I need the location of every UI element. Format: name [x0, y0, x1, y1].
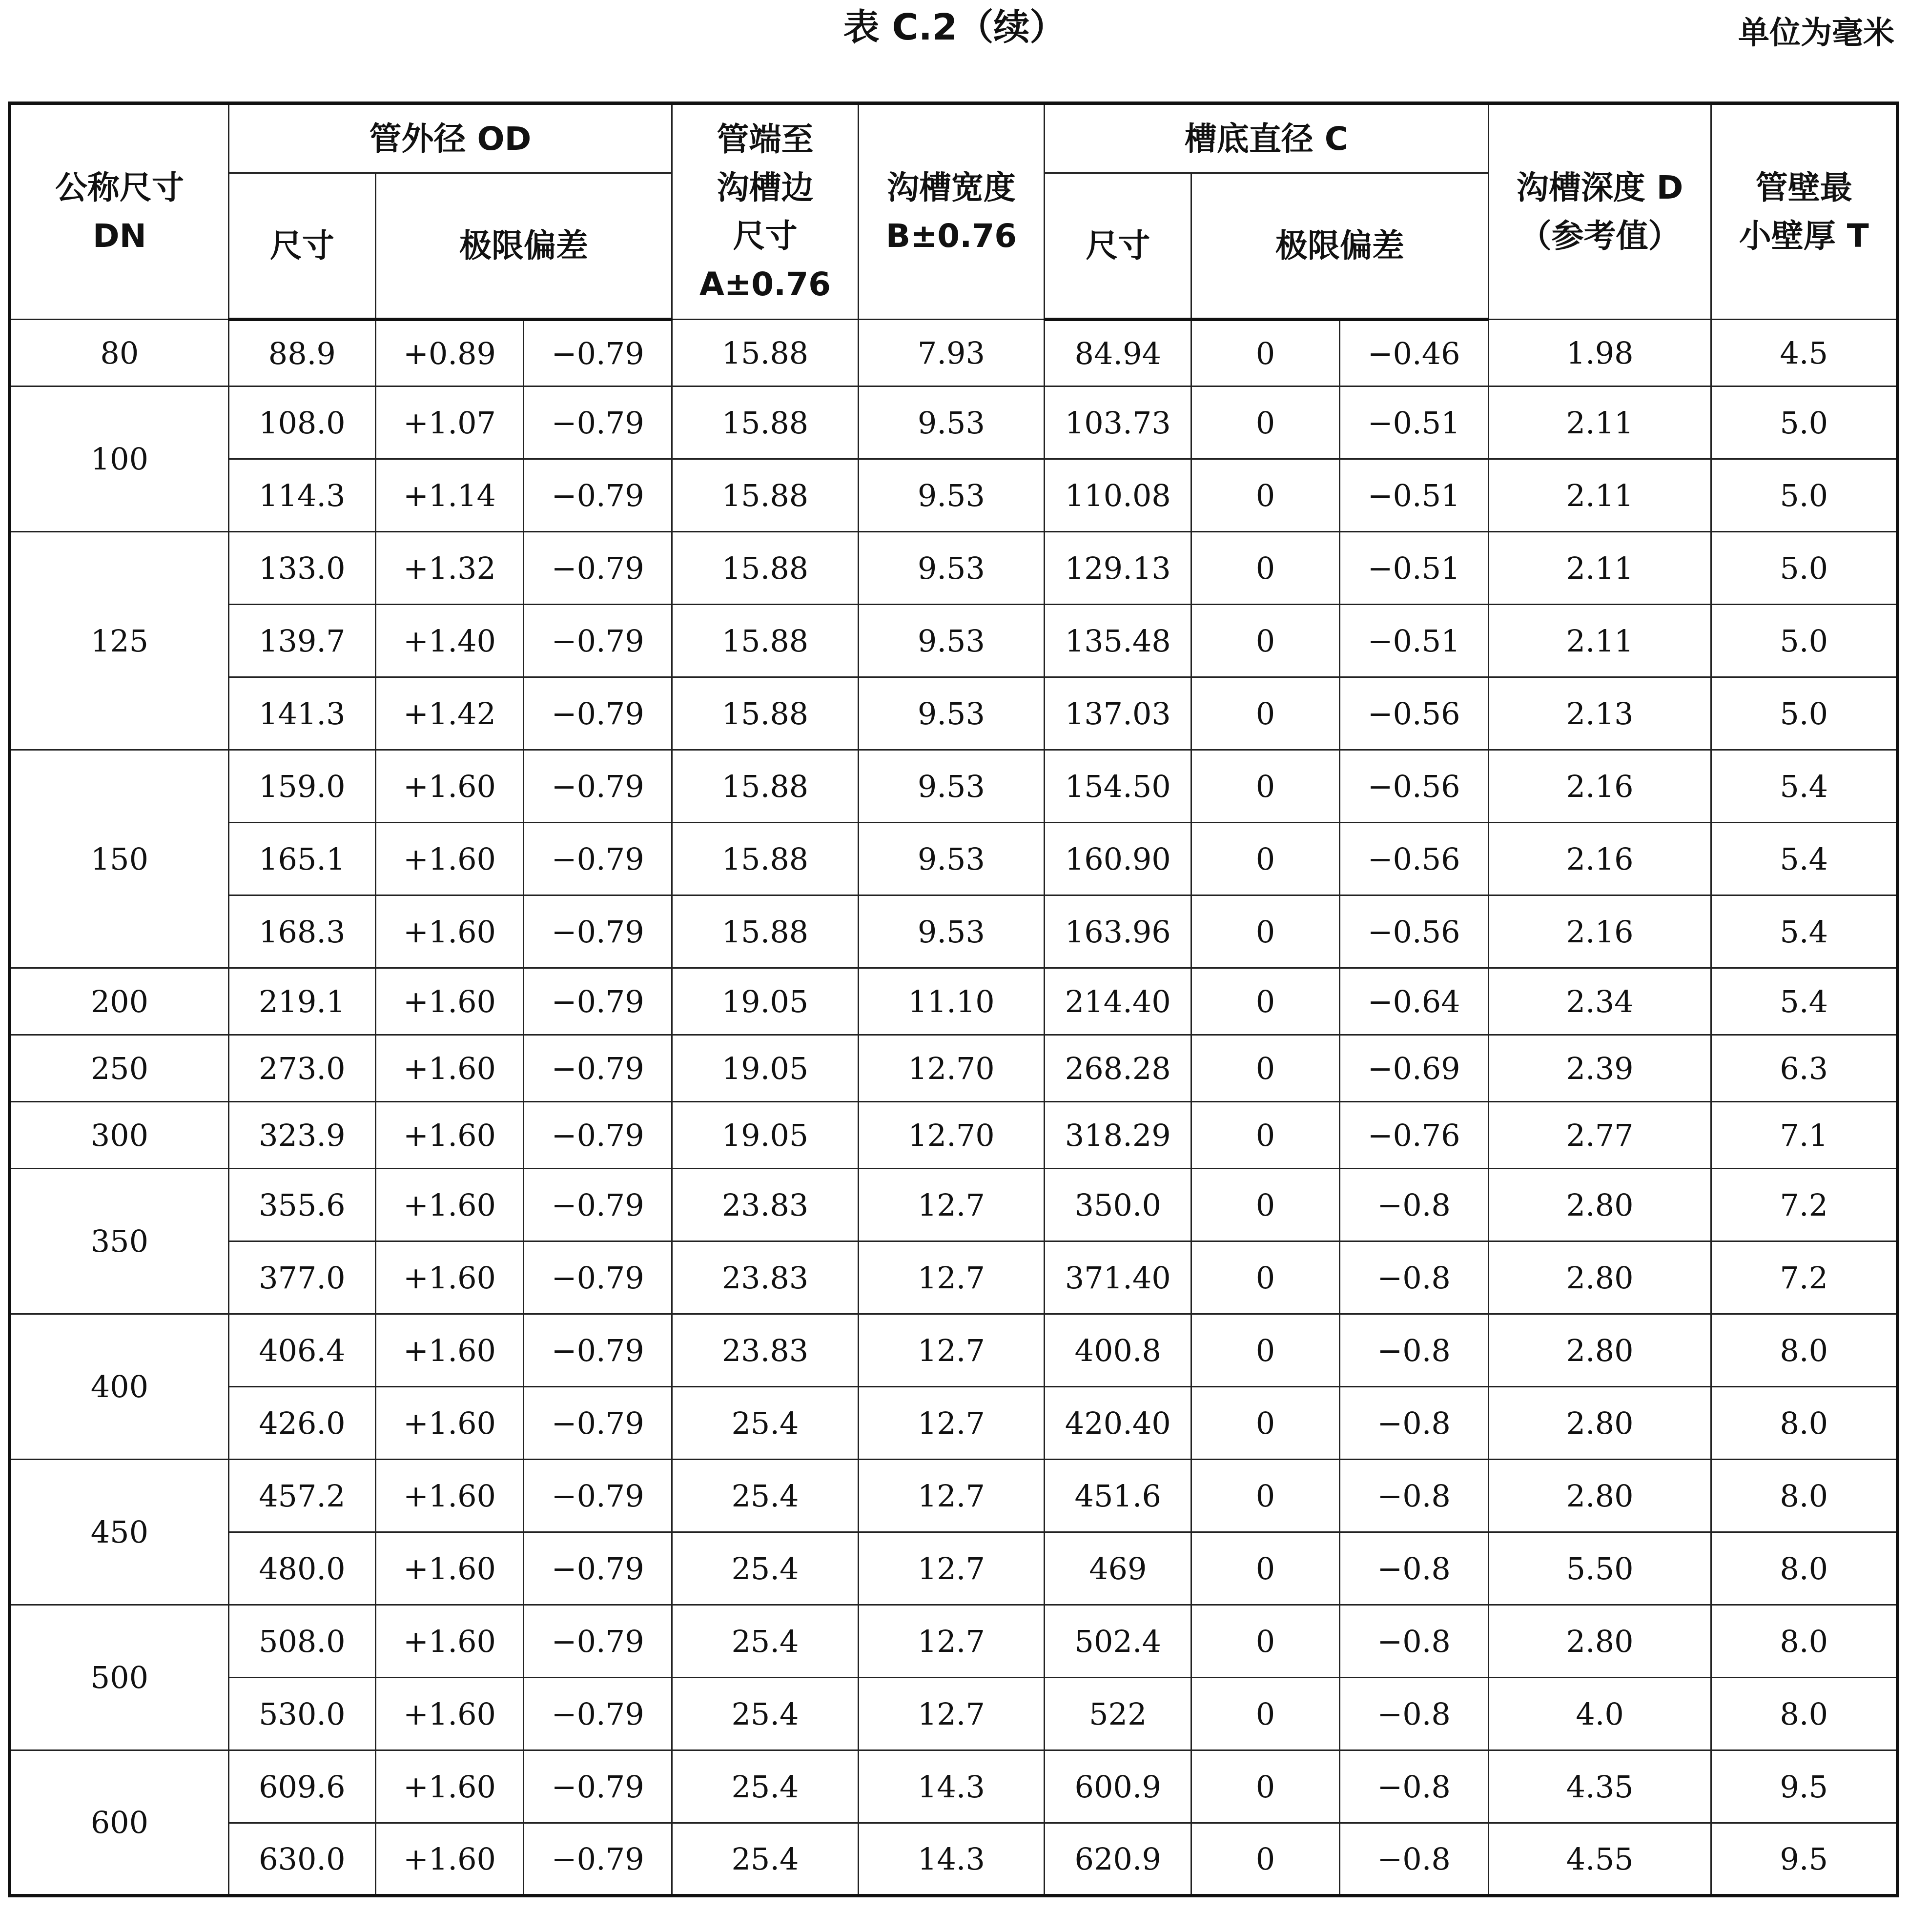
header-groove-width: 沟槽宽度 B±0.76 [858, 103, 1044, 320]
table-cell: 23.83 [672, 1241, 858, 1314]
header-c-size: 尺寸 [1045, 173, 1191, 320]
table-cell: 25.4 [672, 1823, 858, 1896]
table-cell: 88.9 [228, 320, 375, 386]
table-cell: −0.79 [524, 1605, 672, 1678]
table-cell: 5.50 [1488, 1532, 1711, 1605]
table-cell: +1.14 [375, 459, 523, 532]
table-cell: 9.53 [858, 386, 1044, 459]
table-cell: 110.08 [1045, 459, 1191, 532]
table-cell: 159.0 [228, 750, 375, 823]
table-cell: 2.13 [1488, 677, 1711, 750]
table-cell: 23.83 [672, 1169, 858, 1241]
table-cell: +1.60 [375, 895, 523, 968]
table-cell: −0.69 [1339, 1035, 1488, 1102]
table-cell: 400.8 [1045, 1314, 1191, 1387]
table-row [10, 320, 1898, 386]
table-body [10, 320, 1898, 1896]
table-cell: 0 [1191, 605, 1339, 677]
header-end-to-groove: 管端至 沟槽边 尺寸 A±0.76 [672, 103, 858, 320]
header-groove-depth: 沟槽深度 D （参考值） [1488, 103, 1711, 320]
cell-dn: 350 [10, 1169, 229, 1314]
table-cell: 451.6 [1045, 1460, 1191, 1532]
table-cell: 0 [1191, 1314, 1339, 1387]
table-cell: −0.46 [1339, 320, 1488, 386]
table-cell: 1.98 [1488, 320, 1711, 386]
table-cell: 8.0 [1711, 1605, 1898, 1678]
table-cell: −0.79 [524, 750, 672, 823]
table-cell: −0.56 [1339, 895, 1488, 968]
table-row [10, 605, 1898, 677]
table-cell: 420.40 [1045, 1387, 1191, 1460]
table-cell: 12.70 [858, 1102, 1044, 1169]
table-cell: −0.79 [524, 1678, 672, 1750]
table-cell: 214.40 [1045, 968, 1191, 1035]
table-cell: 137.03 [1045, 677, 1191, 750]
table-cell: 268.28 [1045, 1035, 1191, 1102]
cell-dn: 80 [10, 320, 229, 386]
table-cell: 23.83 [672, 1314, 858, 1387]
table-cell: 8.0 [1711, 1460, 1898, 1532]
header-c-tolerance: 极限偏差 [1191, 173, 1488, 320]
table-cell: 620.9 [1045, 1823, 1191, 1896]
cell-dn: 500 [10, 1605, 229, 1750]
table-cell: −0.79 [524, 605, 672, 677]
table-cell: 2.16 [1488, 750, 1711, 823]
table-cell: 12.7 [858, 1532, 1044, 1605]
table-cell: 163.96 [1045, 895, 1191, 968]
table-cell: −0.79 [524, 459, 672, 532]
table-cell: 15.88 [672, 386, 858, 459]
table-cell: 5.0 [1711, 677, 1898, 750]
table-cell: −0.79 [524, 1241, 672, 1314]
table-cell: −0.51 [1339, 459, 1488, 532]
header-nominal-size: 公称尺寸 DN [10, 103, 229, 320]
table-cell: 25.4 [672, 1460, 858, 1532]
table-row [10, 1102, 1898, 1169]
table-cell: −0.79 [524, 1387, 672, 1460]
table-cell: 6.3 [1711, 1035, 1898, 1102]
table-cell: 25.4 [672, 1678, 858, 1750]
table-row [10, 968, 1898, 1035]
table-cell: 11.10 [858, 968, 1044, 1035]
table-cell: 14.3 [858, 1823, 1044, 1896]
table-cell: 12.7 [858, 1169, 1044, 1241]
table-cell: 25.4 [672, 1532, 858, 1605]
table-cell: +1.60 [375, 1532, 523, 1605]
table-cell: 2.16 [1488, 823, 1711, 895]
table-cell: 406.4 [228, 1314, 375, 1387]
table-cell: 15.88 [672, 605, 858, 677]
table-cell: 12.7 [858, 1605, 1044, 1678]
table-cell: −0.79 [524, 1823, 672, 1896]
table-cell: 4.55 [1488, 1823, 1711, 1896]
table-cell: 2.80 [1488, 1169, 1711, 1241]
table-cell: 508.0 [228, 1605, 375, 1678]
table-cell: 0 [1191, 750, 1339, 823]
table-cell: 5.0 [1711, 605, 1898, 677]
table-cell: +1.60 [375, 1823, 523, 1896]
table-cell: 15.88 [672, 895, 858, 968]
cell-dn: 200 [10, 968, 229, 1035]
table-cell: 469 [1045, 1532, 1191, 1605]
table-cell: −0.79 [524, 1035, 672, 1102]
table-cell: 4.0 [1488, 1678, 1711, 1750]
table-cell: 9.5 [1711, 1750, 1898, 1823]
table-cell: 350.0 [1045, 1169, 1191, 1241]
table-cell: −0.8 [1339, 1532, 1488, 1605]
table-cell: 0 [1191, 459, 1339, 532]
table-cell: 530.0 [228, 1678, 375, 1750]
table-cell: 7.93 [858, 320, 1044, 386]
table-cell: −0.79 [524, 1532, 672, 1605]
table-cell: 457.2 [228, 1460, 375, 1532]
table-cell: 630.0 [228, 1823, 375, 1896]
table-cell: −0.79 [524, 677, 672, 750]
table-cell: 8.0 [1711, 1678, 1898, 1750]
table-cell: +1.60 [375, 1750, 523, 1823]
table-cell: −0.8 [1339, 1678, 1488, 1750]
table-cell: +1.60 [375, 1169, 523, 1241]
table-row [10, 1387, 1898, 1460]
table-cell: −0.56 [1339, 823, 1488, 895]
table-cell: 154.50 [1045, 750, 1191, 823]
table-row [10, 750, 1898, 823]
table-row [10, 1532, 1898, 1605]
table-cell: 2.80 [1488, 1387, 1711, 1460]
table-cell: −0.79 [524, 1750, 672, 1823]
table-cell: +1.32 [375, 532, 523, 605]
table-cell: +1.60 [375, 1102, 523, 1169]
table-cell: 7.2 [1711, 1241, 1898, 1314]
table-cell: 0 [1191, 1750, 1339, 1823]
table-cell: 7.1 [1711, 1102, 1898, 1169]
table-row [10, 1241, 1898, 1314]
table-cell: 5.4 [1711, 750, 1898, 823]
table-cell: 25.4 [672, 1387, 858, 1460]
table-cell: −0.51 [1339, 386, 1488, 459]
table-cell: 15.88 [672, 320, 858, 386]
table-cell: +1.60 [375, 1314, 523, 1387]
table-cell: 25.4 [672, 1750, 858, 1823]
cell-dn: 100 [10, 386, 229, 532]
table-row [10, 1314, 1898, 1387]
table-cell: 273.0 [228, 1035, 375, 1102]
table-cell: 2.80 [1488, 1605, 1711, 1678]
table-cell: −0.79 [524, 1102, 672, 1169]
table-cell: 108.0 [228, 386, 375, 459]
table-row [10, 1460, 1898, 1532]
table-cell: 114.3 [228, 459, 375, 532]
table-cell: −0.79 [524, 320, 672, 386]
cell-dn: 450 [10, 1460, 229, 1605]
table-cell: −0.79 [524, 532, 672, 605]
table-cell: 0 [1191, 895, 1339, 968]
table-cell: 2.34 [1488, 968, 1711, 1035]
table-row [10, 823, 1898, 895]
table-cell: 0 [1191, 532, 1339, 605]
table-cell: 0 [1191, 1605, 1339, 1678]
table-cell: +1.60 [375, 1387, 523, 1460]
table-cell: +1.60 [375, 968, 523, 1035]
table-cell: 426.0 [228, 1387, 375, 1460]
header-od-size: 尺寸 [228, 173, 375, 320]
table-cell: 8.0 [1711, 1314, 1898, 1387]
table-row [10, 1678, 1898, 1750]
table-cell: 371.40 [1045, 1241, 1191, 1314]
table-row [10, 1035, 1898, 1102]
cell-dn: 125 [10, 532, 229, 750]
table-cell: −0.51 [1339, 605, 1488, 677]
table-cell: +1.60 [375, 1605, 523, 1678]
table-cell: 323.9 [228, 1102, 375, 1169]
table-cell: 5.0 [1711, 386, 1898, 459]
table-cell: 15.88 [672, 823, 858, 895]
table-cell: +1.60 [375, 750, 523, 823]
table-cell: 141.3 [228, 677, 375, 750]
table-cell: 355.6 [228, 1169, 375, 1241]
table-cell: 0 [1191, 320, 1339, 386]
table-cell: 15.88 [672, 677, 858, 750]
table-cell: −0.8 [1339, 1241, 1488, 1314]
table-cell: −0.79 [524, 386, 672, 459]
table-cell: 5.4 [1711, 895, 1898, 968]
table-cell: 2.80 [1488, 1241, 1711, 1314]
table-cell: −0.8 [1339, 1605, 1488, 1678]
table-cell: 5.0 [1711, 532, 1898, 605]
table-cell: 609.6 [228, 1750, 375, 1823]
unit-note: 单位为毫米 [1738, 15, 1894, 51]
table-cell: −0.8 [1339, 1460, 1488, 1532]
table-cell: −0.56 [1339, 677, 1488, 750]
table-cell: −0.51 [1339, 532, 1488, 605]
table-cell: 12.70 [858, 1035, 1044, 1102]
table-cell: +1.60 [375, 823, 523, 895]
table-cell: 4.5 [1711, 320, 1898, 386]
table-row [10, 386, 1898, 459]
table-cell: −0.79 [524, 968, 672, 1035]
table-cell: 0 [1191, 1241, 1339, 1314]
table-cell: 2.80 [1488, 1314, 1711, 1387]
table-cell: 19.05 [672, 1035, 858, 1102]
table-cell: 502.4 [1045, 1605, 1191, 1678]
table-cell: 2.77 [1488, 1102, 1711, 1169]
table-cell: 2.11 [1488, 605, 1711, 677]
table-cell: 0 [1191, 1823, 1339, 1896]
table-cell: −0.79 [524, 1460, 672, 1532]
table-cell: +1.07 [375, 386, 523, 459]
table-cell: 9.5 [1711, 1823, 1898, 1896]
table-cell: 522 [1045, 1678, 1191, 1750]
table-cell: 12.7 [858, 1678, 1044, 1750]
table-cell: −0.79 [524, 895, 672, 968]
table-cell: 168.3 [228, 895, 375, 968]
table-cell: 2.39 [1488, 1035, 1711, 1102]
cell-dn: 250 [10, 1035, 229, 1102]
header-min-wall-thickness: 管壁最 小壁厚 T [1711, 103, 1898, 320]
header-outer-diameter: 管外径 OD [228, 103, 672, 173]
groove-dimension-table [8, 102, 1899, 1897]
table-row [10, 532, 1898, 605]
table-row [10, 1169, 1898, 1241]
table-row [10, 1823, 1898, 1896]
table-cell: 135.48 [1045, 605, 1191, 677]
table-cell: 377.0 [228, 1241, 375, 1314]
table-caption: 表 C.2（续） [843, 6, 1066, 48]
table-cell: 0 [1191, 1035, 1339, 1102]
table-cell: −0.64 [1339, 968, 1488, 1035]
table-cell: 12.7 [858, 1314, 1044, 1387]
table-cell: 84.94 [1045, 320, 1191, 386]
table-cell: 9.53 [858, 605, 1044, 677]
table-cell: 0 [1191, 1102, 1339, 1169]
table-cell: 15.88 [672, 532, 858, 605]
table-cell: −0.8 [1339, 1169, 1488, 1241]
table-row [10, 1605, 1898, 1678]
table-cell: 8.0 [1711, 1387, 1898, 1460]
table-cell: 0 [1191, 968, 1339, 1035]
header-groove-diameter: 槽底直径 C [1045, 103, 1489, 173]
table-cell: 9.53 [858, 823, 1044, 895]
table-cell: 0 [1191, 386, 1339, 459]
table-cell: 0 [1191, 1387, 1339, 1460]
table-cell: 15.88 [672, 459, 858, 532]
table-cell: 103.73 [1045, 386, 1191, 459]
cell-dn: 300 [10, 1102, 229, 1169]
table-row [10, 1750, 1898, 1823]
table-cell: 12.7 [858, 1460, 1044, 1532]
table-cell: 4.35 [1488, 1750, 1711, 1823]
table-cell: 8.0 [1711, 1532, 1898, 1605]
table-cell: 25.4 [672, 1605, 858, 1678]
table-cell: −0.79 [524, 823, 672, 895]
table-cell: 12.7 [858, 1387, 1044, 1460]
table-cell: 480.0 [228, 1532, 375, 1605]
table-cell: 0 [1191, 823, 1339, 895]
table-cell: 133.0 [228, 532, 375, 605]
table-cell: 7.2 [1711, 1169, 1898, 1241]
table-cell: 165.1 [228, 823, 375, 895]
table-cell: −0.8 [1339, 1387, 1488, 1460]
table-cell: 12.7 [858, 1241, 1044, 1314]
table-cell: 2.11 [1488, 459, 1711, 532]
table-cell: 318.29 [1045, 1102, 1191, 1169]
table-cell: 5.0 [1711, 459, 1898, 532]
table-cell: 14.3 [858, 1750, 1044, 1823]
table-cell: +1.60 [375, 1241, 523, 1314]
table-cell: 600.9 [1045, 1750, 1191, 1823]
table-cell: 19.05 [672, 968, 858, 1035]
table-cell: 0 [1191, 677, 1339, 750]
table-cell: +0.89 [375, 320, 523, 386]
table-cell: +1.60 [375, 1035, 523, 1102]
table-cell: −0.56 [1339, 750, 1488, 823]
table-cell: 15.88 [672, 750, 858, 823]
table-cell: −0.79 [524, 1314, 672, 1387]
table-cell: +1.40 [375, 605, 523, 677]
table-cell: 0 [1191, 1169, 1339, 1241]
table-cell: 2.11 [1488, 532, 1711, 605]
table-cell: +1.42 [375, 677, 523, 750]
table-cell: 2.16 [1488, 895, 1711, 968]
header-od-tolerance: 极限偏差 [375, 173, 672, 320]
table-cell: −0.8 [1339, 1314, 1488, 1387]
table-cell: 219.1 [228, 968, 375, 1035]
table-cell: 5.4 [1711, 823, 1898, 895]
table-cell: −0.8 [1339, 1823, 1488, 1896]
table-cell: 0 [1191, 1678, 1339, 1750]
cell-dn: 600 [10, 1750, 229, 1896]
table-row [10, 677, 1898, 750]
table-cell: +1.60 [375, 1678, 523, 1750]
table-cell: 5.4 [1711, 968, 1898, 1035]
cell-dn: 400 [10, 1314, 229, 1460]
table-cell: 9.53 [858, 677, 1044, 750]
table-cell: −0.79 [524, 1169, 672, 1241]
table-cell: 19.05 [672, 1102, 858, 1169]
table-cell: 139.7 [228, 605, 375, 677]
table-cell: 129.13 [1045, 532, 1191, 605]
table-cell: +1.60 [375, 1460, 523, 1532]
table-cell: −0.76 [1339, 1102, 1488, 1169]
table-cell: 2.80 [1488, 1460, 1711, 1532]
table-cell: 9.53 [858, 532, 1044, 605]
table-row [10, 459, 1898, 532]
table-row [10, 895, 1898, 968]
cell-dn: 150 [10, 750, 229, 968]
table-cell: 2.11 [1488, 386, 1711, 459]
table-cell: 0 [1191, 1532, 1339, 1605]
table-cell: 9.53 [858, 459, 1044, 532]
table-cell: 9.53 [858, 750, 1044, 823]
table-cell: −0.8 [1339, 1750, 1488, 1823]
table-cell: 160.90 [1045, 823, 1191, 895]
table-cell: 9.53 [858, 895, 1044, 968]
table-cell: 0 [1191, 1460, 1339, 1532]
